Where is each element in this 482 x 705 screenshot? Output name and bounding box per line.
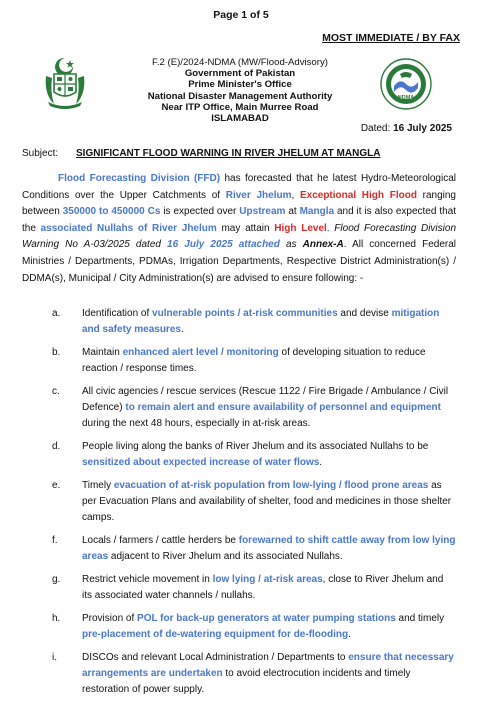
list-item bbox=[22, 533, 456, 565]
list-item-highlight: POL for back-up generators at water pumping stations bbox=[137, 613, 396, 624]
warning-date: 16 July 2025 attached bbox=[167, 239, 280, 251]
list-item-label: d. bbox=[52, 441, 61, 452]
list-item-text: and timely bbox=[395, 613, 445, 624]
list-item bbox=[22, 478, 456, 526]
list-item bbox=[22, 572, 456, 604]
nullahs-label: associated Nullahs of River Jhelum bbox=[40, 222, 217, 234]
list-item-text: . bbox=[348, 629, 351, 640]
river-name: River Jhelum bbox=[225, 189, 292, 201]
header-authority: National Disaster Management Authority bbox=[147, 90, 333, 102]
location-mangla: Mangla bbox=[299, 206, 335, 218]
high-level-label: High Level bbox=[274, 222, 327, 234]
list-item-highlight: forewarned to shift cattle away from low lying areas bbox=[82, 535, 456, 562]
flow-range: 350000 to 450000 Cs bbox=[62, 206, 161, 218]
list-item-label: g. bbox=[52, 574, 61, 585]
list-item-highlight: enhanced alert level / monitoring bbox=[122, 347, 279, 358]
body-text: at bbox=[285, 206, 300, 218]
date-line bbox=[361, 123, 452, 134]
list-item-text: Provision of bbox=[82, 613, 138, 624]
ndma-logo-text: NDMA bbox=[397, 95, 415, 101]
header-office: Prime Minister's Office bbox=[188, 79, 292, 91]
list-item-text: Locals / farmers / cattle herders be bbox=[82, 535, 239, 546]
ndma-logo-icon bbox=[380, 58, 432, 110]
date-value: 16 July 2025 bbox=[393, 123, 452, 134]
subject-label: Subject: bbox=[22, 148, 59, 159]
list-item-text: People living along the banks of River Jhelum and its associated Nullahs to be bbox=[82, 441, 429, 452]
list-item-highlight: ensure that necessary arrangements are undertaken bbox=[82, 652, 454, 679]
list-item-text: Timely bbox=[82, 480, 114, 491]
body-text: . All concerned Federal Ministries / Departments, PDMAs, Irrigation Departments, Respective District Administration(s) / DDMA(s), Municipal / City Administration(s) are advised to ensure following: - bbox=[22, 239, 456, 284]
header-city: ISLAMABAD bbox=[211, 113, 269, 125]
list-item-text: of developing situation to reduce reaction / response times. bbox=[82, 347, 426, 374]
body-paragraph bbox=[22, 171, 456, 287]
list-item-label: e. bbox=[52, 480, 61, 491]
flood-level: Exceptional High Flood bbox=[299, 189, 417, 201]
list-item bbox=[22, 345, 456, 377]
body-text: and it is also expected that the bbox=[22, 206, 457, 234]
list-item-text: adjacent to River Jhelum and its associated Nullahs. bbox=[108, 551, 343, 562]
list-item bbox=[22, 611, 456, 643]
subject-value: SIGNIFICANT FLOOD WARNING IN RIVER JHELUM AT MANGLA bbox=[76, 148, 381, 159]
list-item-highlight: evacuation of at-risk population from low-lying / flood prone areas bbox=[113, 480, 429, 491]
list-item-text: DISCOs and relevant Local Administration / Departments to bbox=[82, 652, 349, 663]
page-number: Page 1 of 5 bbox=[213, 9, 269, 21]
list-item-text: All civic agencies / rescue services (Rescue 1122 / Fire Brigade / Ambulance / Civil Defence) bbox=[82, 386, 449, 413]
list-item-label: h. bbox=[52, 613, 61, 624]
list-item-label: f. bbox=[52, 535, 58, 546]
list-item-text: Maintain bbox=[82, 347, 123, 358]
list-item-text: during the next 48 hours, especially in at-risk areas. bbox=[82, 418, 311, 429]
urgency-label: MOST IMMEDIATE / BY FAX bbox=[322, 32, 460, 44]
letterhead bbox=[110, 57, 370, 124]
list-item-highlight: to remain alert and ensure availability of personnel and equipment bbox=[125, 402, 441, 413]
list-item-label: b. bbox=[52, 347, 61, 358]
list-item-text: and devise bbox=[337, 308, 392, 319]
list-item-text: , close to River Jhelum and its associated water channels / nullahs. bbox=[82, 574, 444, 601]
list-item-text: . bbox=[180, 324, 184, 335]
pakistan-emblem-icon bbox=[40, 54, 90, 110]
list-item-text: . bbox=[319, 457, 323, 468]
body-text: has forecasted that he latest Hydro-Meteorological Conditions over the Upper Catchments of bbox=[22, 173, 456, 201]
reference-number: F.2 (E)/2024-NDMA (MW/Flood-Advisory) bbox=[152, 57, 328, 68]
list-item-label: i. bbox=[52, 652, 57, 663]
list-item-text: to avoid electrocution incidents and timely restoration of power supply. bbox=[82, 668, 411, 695]
list-item-highlight: mitigation and safety measures bbox=[82, 308, 440, 335]
list-item bbox=[22, 306, 456, 338]
body-text: may attain bbox=[216, 222, 275, 234]
body-text: is expected over bbox=[160, 206, 240, 218]
list-item-highlight: vulnerable points / at-risk communities bbox=[152, 308, 338, 319]
date-label: Dated: bbox=[360, 123, 391, 134]
list-item-highlight: pre-placement of de-watering equipment for de-flooding bbox=[82, 629, 349, 640]
body-text: , bbox=[291, 189, 300, 201]
list-item-label: a. bbox=[52, 308, 61, 319]
list-item-highlight: sensitized about expected increase of water flows bbox=[82, 457, 320, 468]
list-item bbox=[22, 384, 456, 432]
body-text: as bbox=[279, 239, 303, 251]
header-address: Near ITP Office, Main Murree Road bbox=[161, 101, 319, 113]
ffd-name: Flood Forecasting Division (FFD) bbox=[58, 173, 221, 184]
header-government: Government of Pakistan bbox=[184, 68, 296, 80]
instructions-list bbox=[22, 306, 456, 705]
list-item bbox=[22, 650, 456, 698]
annex-label: Annex-A bbox=[302, 239, 344, 251]
subject-line bbox=[22, 148, 381, 159]
list-item-text: Restrict vehicle movement in bbox=[82, 574, 213, 585]
list-item-text: as per Evacuation Plans and availability of shelter, food and medicines in those shelter camps. bbox=[82, 480, 452, 523]
warning-reference: Flood Forecasting Division Warning No A-03/2025 dated bbox=[22, 222, 456, 251]
list-item-text: Identification of bbox=[82, 308, 153, 319]
list-item-label: c. bbox=[52, 386, 60, 397]
list-item bbox=[22, 439, 456, 471]
upstream-label: Upstream bbox=[239, 206, 286, 218]
body-text: ranging between bbox=[22, 189, 456, 218]
body-text: . bbox=[326, 222, 335, 234]
list-item-highlight: low lying / at-risk areas bbox=[212, 574, 323, 585]
